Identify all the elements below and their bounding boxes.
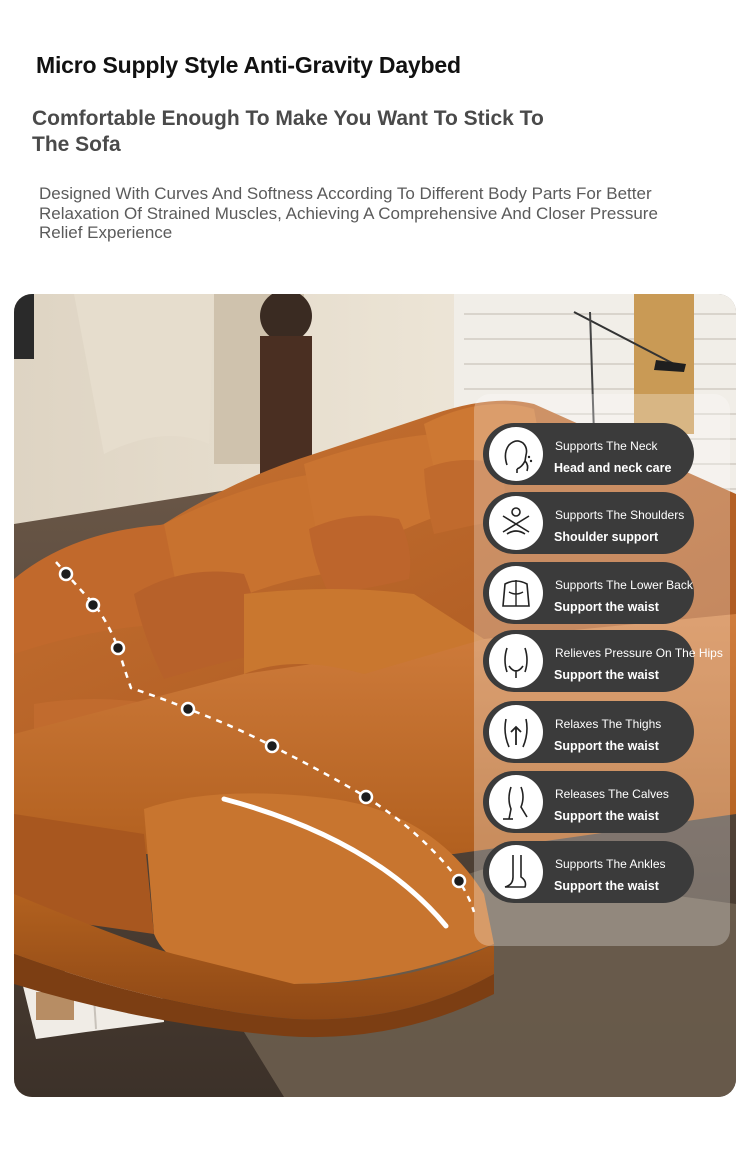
thighs-icon bbox=[489, 705, 543, 759]
lower-back-icon bbox=[489, 566, 543, 620]
page-title: Micro Supply Style Anti-Gravity Daybed bbox=[36, 52, 461, 78]
feature-subtitle: Support the waist bbox=[554, 809, 659, 823]
feature-title: Relieves Pressure On The Hips bbox=[555, 646, 723, 660]
feature-ankles bbox=[483, 841, 694, 903]
feature-shoulders bbox=[483, 492, 694, 554]
feature-thighs bbox=[483, 701, 694, 763]
feature-subtitle: Support the waist bbox=[554, 600, 659, 614]
feature-title: Supports The Lower Back bbox=[555, 578, 693, 592]
shoulders-icon bbox=[489, 496, 543, 550]
product-description: Designed With Curves And Softness According To Different Body Parts For Better Relaxation Of Strained Muscles, Achieving A Comprehensive And Closer Pressure Relief Experience bbox=[39, 184, 658, 242]
feature-neck bbox=[483, 423, 694, 485]
hips-icon bbox=[489, 634, 543, 688]
neck-icon bbox=[489, 427, 543, 481]
calves-icon bbox=[489, 775, 543, 829]
feature-subtitle: Head and neck care bbox=[554, 461, 672, 475]
feature-subtitle: Shoulder support bbox=[554, 530, 659, 544]
feature-title: Supports The Shoulders bbox=[555, 508, 685, 522]
product-photo bbox=[14, 294, 736, 1097]
feature-subtitle: Support the waist bbox=[554, 879, 659, 893]
feature-hips bbox=[483, 630, 723, 692]
feature-subtitle: Support the waist bbox=[554, 668, 659, 682]
sofa-scene-illustration bbox=[14, 294, 736, 1097]
ankles-icon bbox=[489, 845, 543, 899]
feature-title: Supports The Ankles bbox=[555, 857, 666, 871]
feature-title: Releases The Calves bbox=[555, 787, 669, 801]
feature-lower-back bbox=[483, 562, 694, 624]
feature-title: Supports The Neck bbox=[555, 439, 658, 453]
feature-subtitle: Support the waist bbox=[554, 739, 659, 753]
page-subtitle: Comfortable Enough To Make You Want To Stick To The Sofa bbox=[32, 107, 544, 156]
feature-calves bbox=[483, 771, 694, 833]
feature-title: Relaxes The Thighs bbox=[555, 717, 662, 731]
